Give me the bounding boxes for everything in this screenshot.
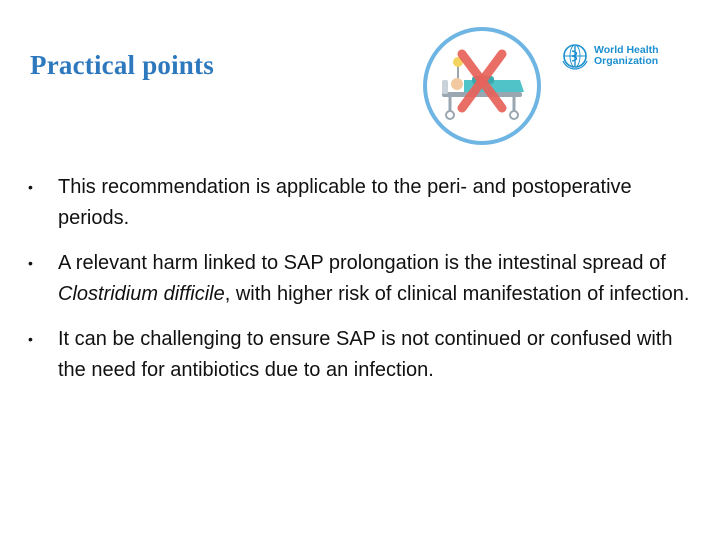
logo-line-1: World Health [594, 44, 659, 56]
list-item [28, 172, 698, 234]
bullet-text: It can be challenging to ensure SAP is not continued or confused with the need for antibiotics due to an infection. [58, 328, 673, 381]
patient-on-bed-crossed-out-icon [420, 24, 544, 148]
bullet-text: A relevant harm linked to SAP prolongation is the intestinal spread of [58, 252, 666, 274]
who-logo [560, 40, 670, 72]
list-item [28, 324, 698, 386]
bullet-marker: • [28, 331, 33, 347]
who-emblem-icon [560, 41, 590, 71]
bullet-list [28, 172, 698, 400]
bullet-text: This recommendation is applicable to the peri- and postoperative periods. [58, 176, 632, 229]
list-item [28, 248, 698, 310]
logo-line-2: Organization [594, 55, 659, 67]
slide-title: Practical points [30, 50, 214, 80]
bullet-marker: • [28, 179, 33, 195]
organism-name: Clostridium difficile [58, 283, 225, 305]
bullet-text-continued: , with higher risk of clinical manifestation of infection. [224, 283, 690, 305]
bullet-marker: • [28, 255, 33, 271]
